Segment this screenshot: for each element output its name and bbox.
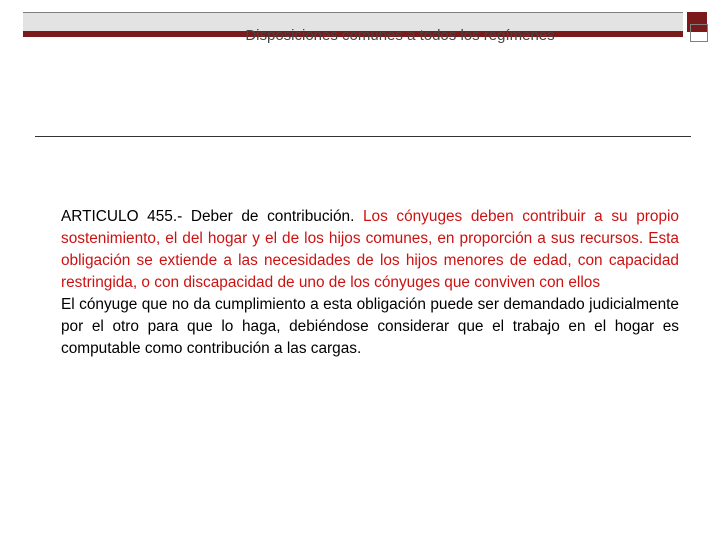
article-heading: ARTICULO 455.- Deber de contribución.: [61, 208, 355, 225]
title-divider: [35, 136, 691, 137]
article-paragraph-1: [61, 206, 679, 294]
slide-title: Disposiciones comunes a todos los regímenes: [245, 27, 555, 44]
article-paragraph-2: El cónyuge que no da cumplimiento a esta obligación puede ser demandado judicialmente por el otro para que lo haga, debiéndose considerar que el trabajo en el hogar es computable como contribución a las cargas.: [61, 296, 679, 357]
highlighted-text: Los cónyuges deben contribuir a su propio sostenimiento, el del hogar y el de los hijos comunes, en proporción a sus recursos. Esta obligación se extiende a las necesidades de los hijos menores de edad, con capacidad restringida, o con discapacidad de uno de los cónyuges que conviven con ellos: [61, 208, 679, 291]
article-body: [61, 206, 679, 360]
